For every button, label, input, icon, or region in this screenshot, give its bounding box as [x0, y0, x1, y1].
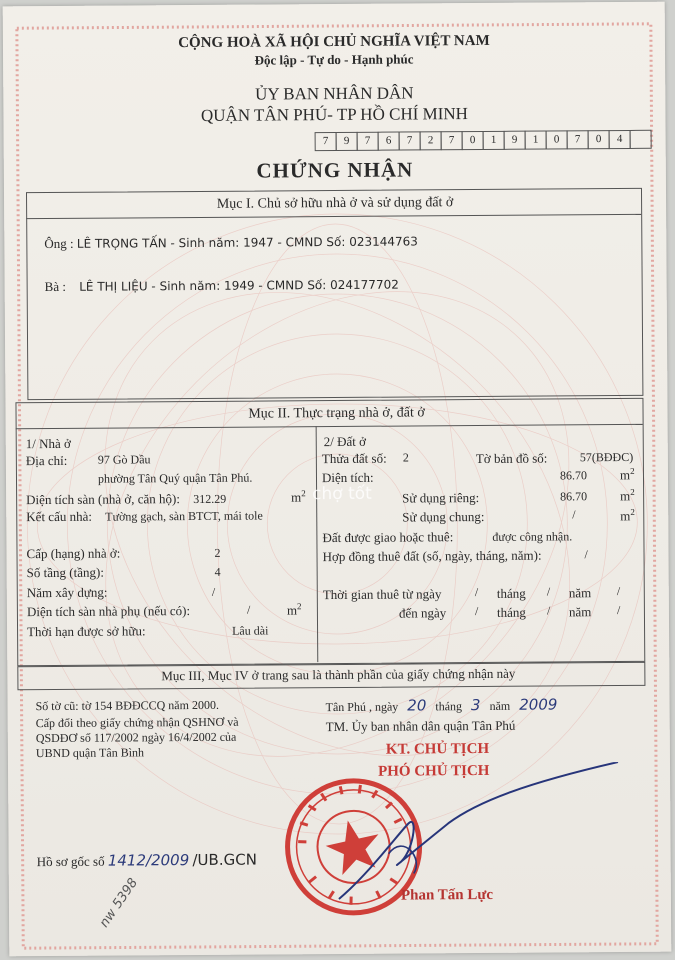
serial-digit [630, 130, 652, 149]
land-plot-label: Thửa đất số: [321, 450, 387, 467]
reissue-line-1: Cấp đổi theo giấy chứng nhận QSHNƠ và [35, 714, 239, 731]
land-map-label: Tờ bản đồ số: [475, 450, 548, 467]
house-address-value: 97 Gò Dầu [97, 452, 151, 467]
serial-digit: 9 [504, 131, 526, 150]
floor-area-unit: $m^2$ [291, 488, 306, 505]
house-floors-label: Số tầng (tầng): [26, 564, 104, 581]
house-term-label: Thời hạn được sở hữu: [27, 623, 146, 640]
house-grade-value: 2 [214, 545, 221, 560]
issue-month: 3 [470, 696, 481, 715]
serial-digit: 6 [378, 132, 400, 151]
file-number-suffix: /UB.GCN [192, 850, 257, 870]
house-floor-area [26, 491, 226, 508]
land-private-unit: $m^2$ [620, 486, 635, 504]
house-grade-label: Cấp (hạng) nhà ở: [26, 545, 121, 562]
land-heading: 2/ Đất ở [323, 433, 367, 450]
document-title: CHỨNG NHẬN [256, 157, 414, 183]
lease-from-year-label: năm [568, 585, 592, 601]
serial-digit: 1 [525, 131, 547, 150]
issue-year: 2009 [519, 695, 558, 714]
issuer-line-2: QUẬN TÂN PHÚ- TP HỒ CHÍ MINH [200, 104, 469, 125]
owner-2-title: Bà : [44, 278, 67, 295]
issue-day: 20 [407, 696, 427, 715]
land-plot-value: 2 [402, 450, 409, 465]
house-term-value: Lâu dài [232, 623, 269, 638]
serial-digit: 7 [357, 132, 379, 151]
section-3-4-note: Mục III, Mục IV ở trang sau là thành phần của giấy chứng nhận này [161, 665, 516, 684]
watermark: chợ tốt [312, 483, 372, 505]
lease-to-month-label: tháng [496, 604, 526, 620]
house-aux-area-value: / [246, 602, 251, 617]
serial-digit: 1 [483, 131, 505, 150]
serial-digit: 7 [441, 131, 463, 150]
lease-from-year: / [616, 584, 621, 599]
handwritten-note: nw 5398 [96, 875, 142, 931]
structure-value: Tường gạch, sàn BTCT, mái tole [105, 508, 263, 524]
national-title: CỘNG HOÀ XÃ HỘI CHỦ NGHĨA VIỆT NAM [178, 32, 490, 52]
national-motto: Độc lập - Tự do - Hạnh phúc [254, 51, 414, 68]
reissue-line-3: UBND quận Tân Bình [35, 745, 145, 761]
serial-digit: 0 [588, 130, 610, 149]
lease-from-month: / [546, 584, 551, 599]
floor-area-value: 312.29 [193, 491, 227, 507]
lease-from-month-label: tháng [496, 585, 526, 601]
aux-area-unit: $m^2$ [286, 601, 302, 618]
house-structure [26, 508, 263, 526]
land-allocation-value: được công nhận. [492, 529, 573, 544]
section-1-heading: Mục I. Chủ sở hữu nhà ở và sử dụng đất ở [216, 195, 454, 212]
file-number-value: 1412/2009 [107, 851, 190, 870]
land-private-value: 86.70 [560, 489, 588, 504]
signature-icon [328, 762, 629, 904]
lease-to-day: / [474, 604, 479, 619]
land-map-value: 57(BĐĐC) [579, 449, 634, 465]
land-area-value: 86.70 [559, 468, 588, 483]
house-heading: 1/ Nhà ở [25, 435, 71, 452]
land-shared-label: Sử dụng chung: [402, 508, 485, 525]
serial-digit: 0 [462, 131, 484, 150]
structure-label: Kết cấu nhà: [26, 508, 93, 525]
house-floors-value: 4 [214, 564, 221, 579]
serial-digit: 4 [609, 130, 631, 149]
serial-digit: 0 [546, 130, 568, 149]
signer-name: Phan Tấn Lực [400, 886, 494, 904]
old-cert-number: Số tờ cũ: tờ 154 BĐĐCCQ năm 2000. [35, 697, 219, 714]
owner-1-details: LÊ TRỌNG TẤN - Sinh năm: 1947 - CMND Số: 023144763 [76, 234, 418, 251]
reissue-line-2: QSDĐƠ số 117/2002 ngày 16/4/2002 của [35, 729, 237, 746]
serial-number-cells [316, 130, 652, 151]
land-area-unit: $m^2$ [619, 465, 635, 483]
land-lease-contract-value: / [584, 547, 588, 562]
serial-digit: 7 [315, 132, 337, 151]
serial-digit: 7 [567, 130, 589, 149]
signer-role-1: KT. CHỦ TỊCH [385, 740, 490, 758]
signer-role-2: PHÓ CHỦ TỊCH [377, 762, 490, 780]
lease-to-year: / [616, 603, 621, 618]
serial-digit: 9 [336, 132, 358, 151]
owner-1-line [44, 233, 418, 252]
land-allocation-label: Đất được giao hoặc thuê: [322, 529, 454, 546]
house-address-label: Địa chỉ: [25, 452, 68, 469]
house-year-value: / [211, 584, 216, 599]
issuer-line-1: ỦY BAN NHÂN DÂN [254, 83, 414, 104]
floor-area-label: Diện tích sàn (nhà ở, căn hộ): [26, 491, 180, 508]
lease-to-year-label: năm [568, 604, 592, 620]
land-shared-value: / [572, 507, 576, 522]
lease-from-day: / [474, 585, 479, 600]
serial-digit: 2 [420, 131, 442, 150]
file-number [37, 851, 257, 871]
owner-2-details: LÊ THỊ LIỆU - Sinh năm: 1949 - CMND Số: 024177702 [79, 277, 399, 294]
owner-2-line [45, 277, 399, 295]
file-number-label: Hồ sơ gốc số [36, 853, 105, 870]
land-lease-contract-label: Hợp đồng thuê đất (số, ngày, tháng, năm): [322, 547, 542, 565]
land-shared-unit: $m^2$ [620, 506, 635, 524]
certificate-sheet [3, 2, 672, 957]
lease-to-label: đến ngày [398, 605, 447, 621]
land-private-label: Sử dụng riêng: [402, 490, 480, 506]
section-2-heading: Mục II. Thực trạng nhà ở, đất ở [248, 405, 425, 422]
authority-line: TM. Ủy ban nhân dân quận Tân Phú [325, 717, 516, 735]
serial-digit: 7 [399, 131, 421, 150]
place-date: Tân Phú , ngày 20 tháng 3 năm 2009 [325, 695, 558, 715]
lease-to-month: / [546, 603, 551, 618]
land-area-label: Diện tích: [321, 469, 374, 486]
lease-from-label: Thời gian thuê từ ngày [322, 586, 442, 603]
house-aux-area-label: Diện tích sàn nhà phụ (nếu có): [26, 603, 191, 620]
house-address-ward: phường Tân Quý quận Tân Phú. [97, 470, 253, 486]
owner-1-title: Ông : [44, 235, 74, 252]
house-year-label: Năm xây dựng: [26, 584, 108, 601]
